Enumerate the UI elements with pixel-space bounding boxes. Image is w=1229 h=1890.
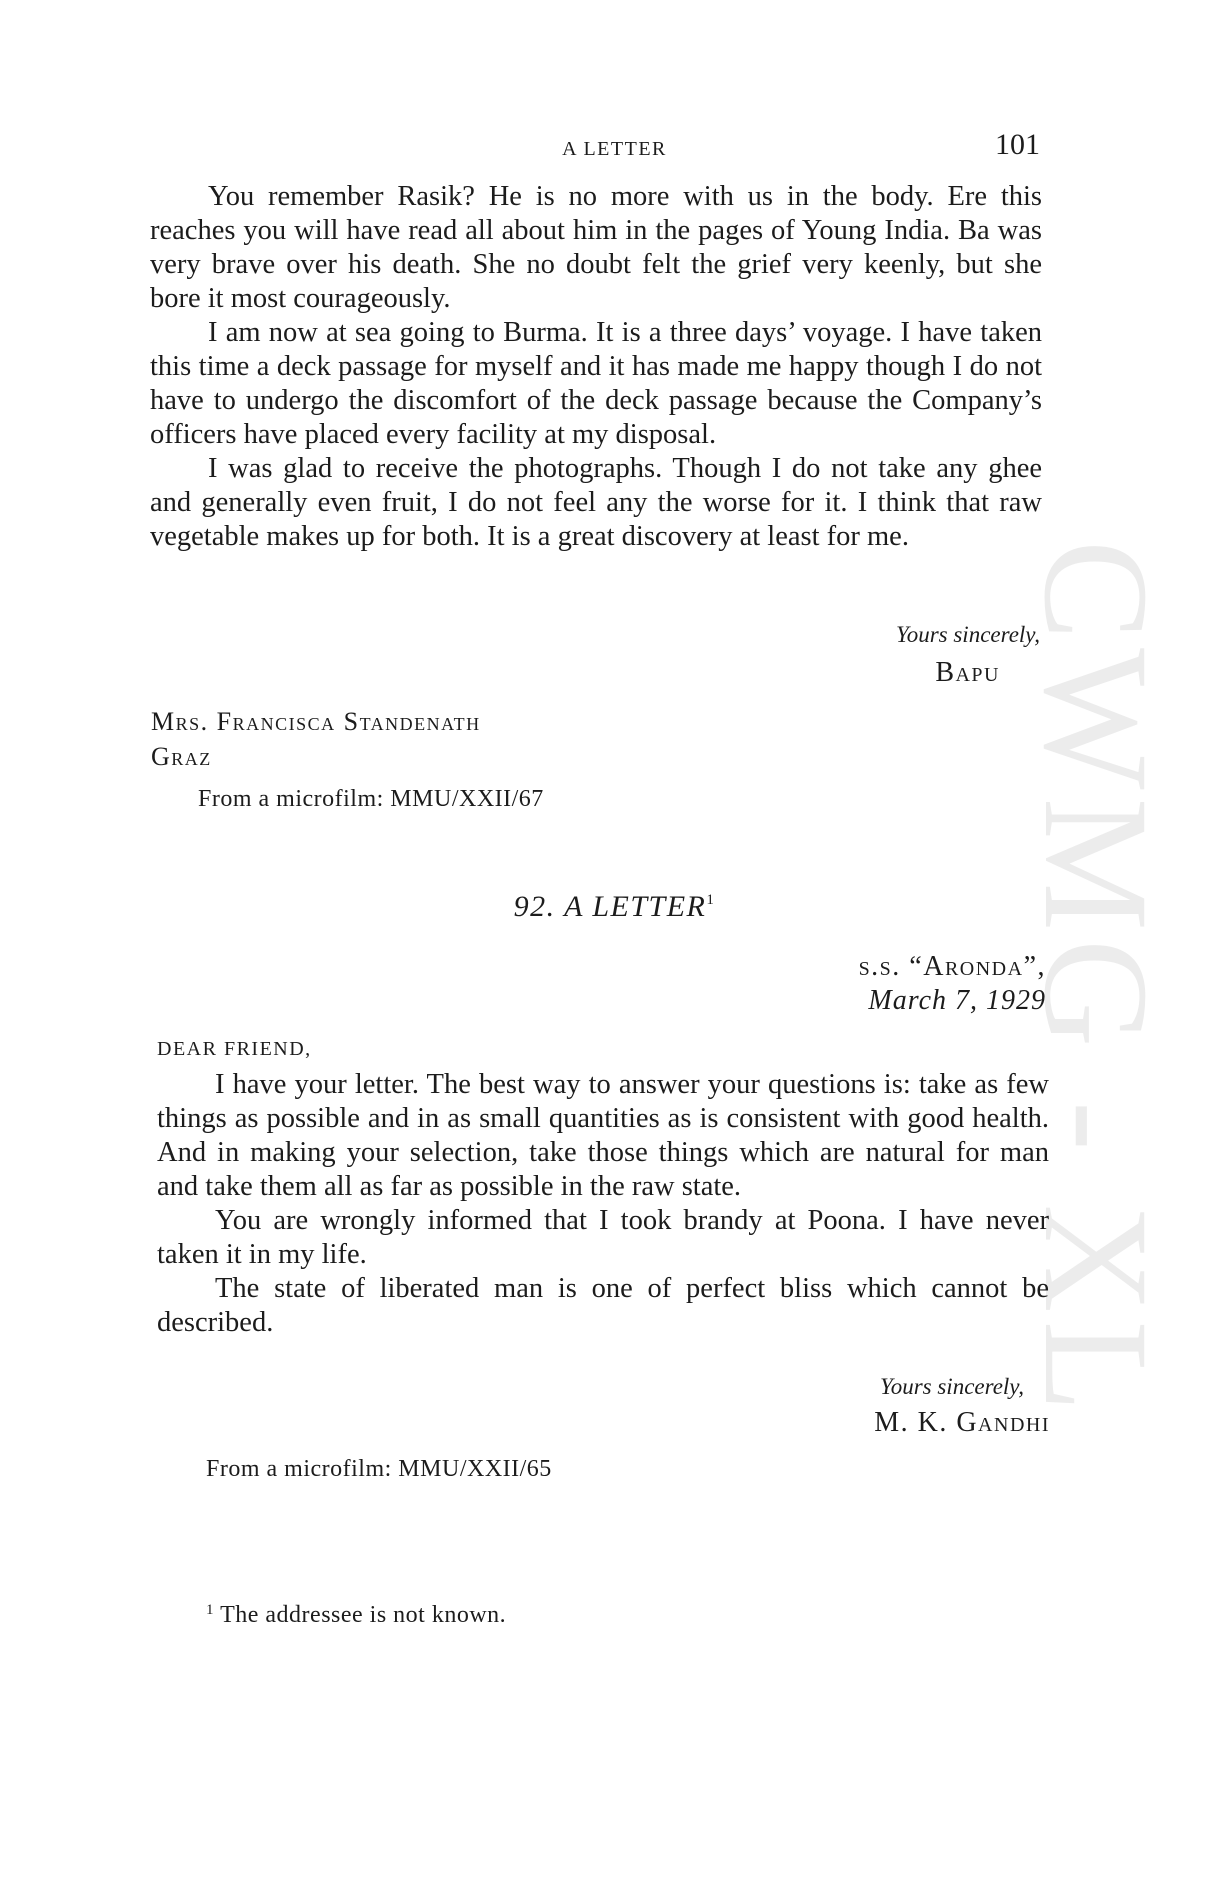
signature: Bapu [935,657,1000,688]
footnote-text: The addressee is not known. [220,1602,507,1628]
letter-closing: Yours sincerely, [880,1374,1024,1399]
section-heading [0,890,1229,924]
continued-letter-body [150,180,1042,554]
paragraph: I was glad to receive the photographs. Though I do not take any ghee and generally even fruit, I do not feel any the worse for it. I think that raw vegetable makes up for both. It is a great discovery at least for me. [150,453,1042,552]
addressee-place: Graz [151,742,212,771]
letter-closing: Yours sincerely, [896,622,1040,647]
paragraph: The state of liberated man is one of perfect bliss which cannot be described. [157,1273,1049,1338]
footnote-marker: 1 [706,892,716,908]
addressee-name: Mrs. Francisca Standenath [151,707,481,736]
paragraph: You are wrongly informed that I took brandy at Poona. I have never taken it in my life. [157,1205,1049,1270]
paragraph: I am now at sea going to Burma. It is a three days’ voyage. I have taken this time a deck passage for myself and it has made me happy though I do not have to undergo the discomfort of the deck passage because the Company’s officers have placed every facility at my disposal. [150,317,1042,450]
salutation: DEAR FRIEND, [157,1038,312,1060]
dateline-place: s.s. “Aronda”, [858,951,1046,982]
running-header-title: A LETTER [562,138,667,160]
dateline-date: March 7, 1929 [868,985,1046,1016]
footnote [206,1602,506,1629]
source-note: From a microfilm: MMU/XXII/65 [206,1456,552,1482]
watermark: CWMG - XL [1013,540,1179,1421]
heading-text: 92. A LETTER [513,890,707,923]
signature: M. K. Gandhi [874,1407,1050,1438]
paragraph: I have your letter. The best way to answer your questions is: take as few things as possible and in as small quantities as is consistent with good health. And in making your selection, take those things which are natural for man and take them all as far as possible in the raw state. [157,1069,1049,1202]
paragraph: You remember Rasik? He is no more with us in the body. Ere this reaches you will have read all about him in the pages of Young India. Ba was very brave over his death. She no doubt felt the grief very keenly, but she bore it most courageously. [150,181,1042,314]
footnote-number: 1 [206,1602,214,1618]
dateline [640,950,1046,1018]
page-number: 101 [995,128,1040,161]
source-note: From a microfilm: MMU/XXII/67 [198,786,544,812]
letter-92-body [157,1068,1049,1340]
